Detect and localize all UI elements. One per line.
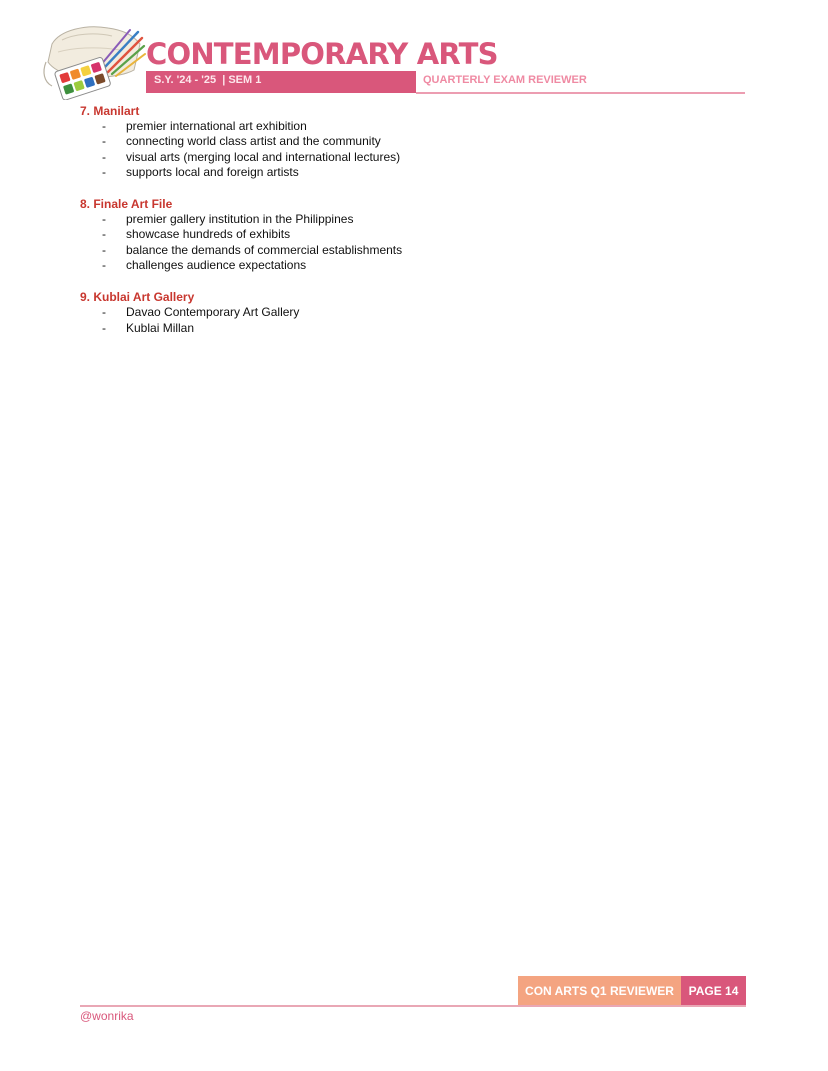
bullet-dash: - bbox=[102, 305, 106, 320]
list-item bbox=[80, 227, 420, 242]
bullet-dash: - bbox=[102, 134, 106, 149]
list-item bbox=[80, 119, 420, 134]
gallery-section bbox=[80, 197, 420, 273]
bullet-dash: - bbox=[102, 119, 106, 133]
bullet-dash: - bbox=[102, 258, 106, 273]
list-item-text: premier international art exhibition bbox=[126, 119, 307, 133]
gallery-section bbox=[80, 104, 420, 180]
list-item bbox=[80, 212, 420, 227]
bullet-list bbox=[80, 305, 420, 336]
bullet-dash: - bbox=[102, 227, 106, 242]
footer-divider bbox=[80, 1005, 746, 1007]
section-title: 8. Finale Art File bbox=[80, 197, 173, 212]
page-number: PAGE 14 bbox=[681, 976, 746, 1006]
header-divider bbox=[416, 92, 745, 94]
section-title: 9. Kublai Art Gallery bbox=[80, 290, 195, 305]
list-item-text: balance the demands of commercial establishments bbox=[126, 242, 403, 257]
bullet-dash: - bbox=[102, 242, 106, 257]
bullet-list bbox=[80, 119, 420, 180]
bullet-dash: - bbox=[102, 164, 106, 179]
watercolor-palette-icon bbox=[38, 22, 146, 100]
list-item-text: premier gallery institution in the Philippines bbox=[126, 212, 354, 227]
list-item bbox=[80, 321, 420, 336]
bullet-list bbox=[80, 212, 420, 273]
list-item-text: connecting world class artist and the community bbox=[126, 134, 381, 149]
list-item bbox=[80, 134, 420, 149]
list-item-text: Kublai Millan bbox=[126, 320, 195, 335]
document-title: CONTEMPORARY ARTS bbox=[146, 37, 498, 71]
footer-reviewer-label: CON ARTS Q1 REVIEWER bbox=[518, 976, 681, 1006]
bullet-dash: - bbox=[102, 320, 106, 335]
reviewer-subtitle: QUARTERLY EXAM REVIEWER bbox=[423, 74, 587, 86]
semester-banner bbox=[146, 71, 416, 93]
list-item-text: supports local and foreign artists bbox=[126, 164, 299, 179]
bullet-dash: - bbox=[102, 149, 106, 164]
list-item bbox=[80, 243, 420, 258]
section-title: 7. Manilart bbox=[80, 104, 140, 118]
list-item bbox=[80, 150, 420, 165]
main-content bbox=[80, 104, 420, 353]
list-item-text: showcase hundreds of exhibits bbox=[126, 227, 291, 242]
gallery-section bbox=[80, 290, 420, 336]
list-item-text: visual arts (merging local and international lectures) bbox=[126, 149, 401, 164]
list-item bbox=[80, 258, 420, 273]
list-item-text: Davao Contemporary Art Gallery bbox=[126, 305, 300, 320]
list-item-text: challenges audience expectations bbox=[126, 258, 307, 273]
bullet-dash: - bbox=[102, 212, 106, 227]
author-handle: @wonrika bbox=[80, 1009, 134, 1023]
list-item bbox=[80, 165, 420, 180]
school-year-label: S.Y. '24 - '25 | SEM 1 bbox=[154, 74, 262, 86]
list-item bbox=[80, 305, 420, 320]
